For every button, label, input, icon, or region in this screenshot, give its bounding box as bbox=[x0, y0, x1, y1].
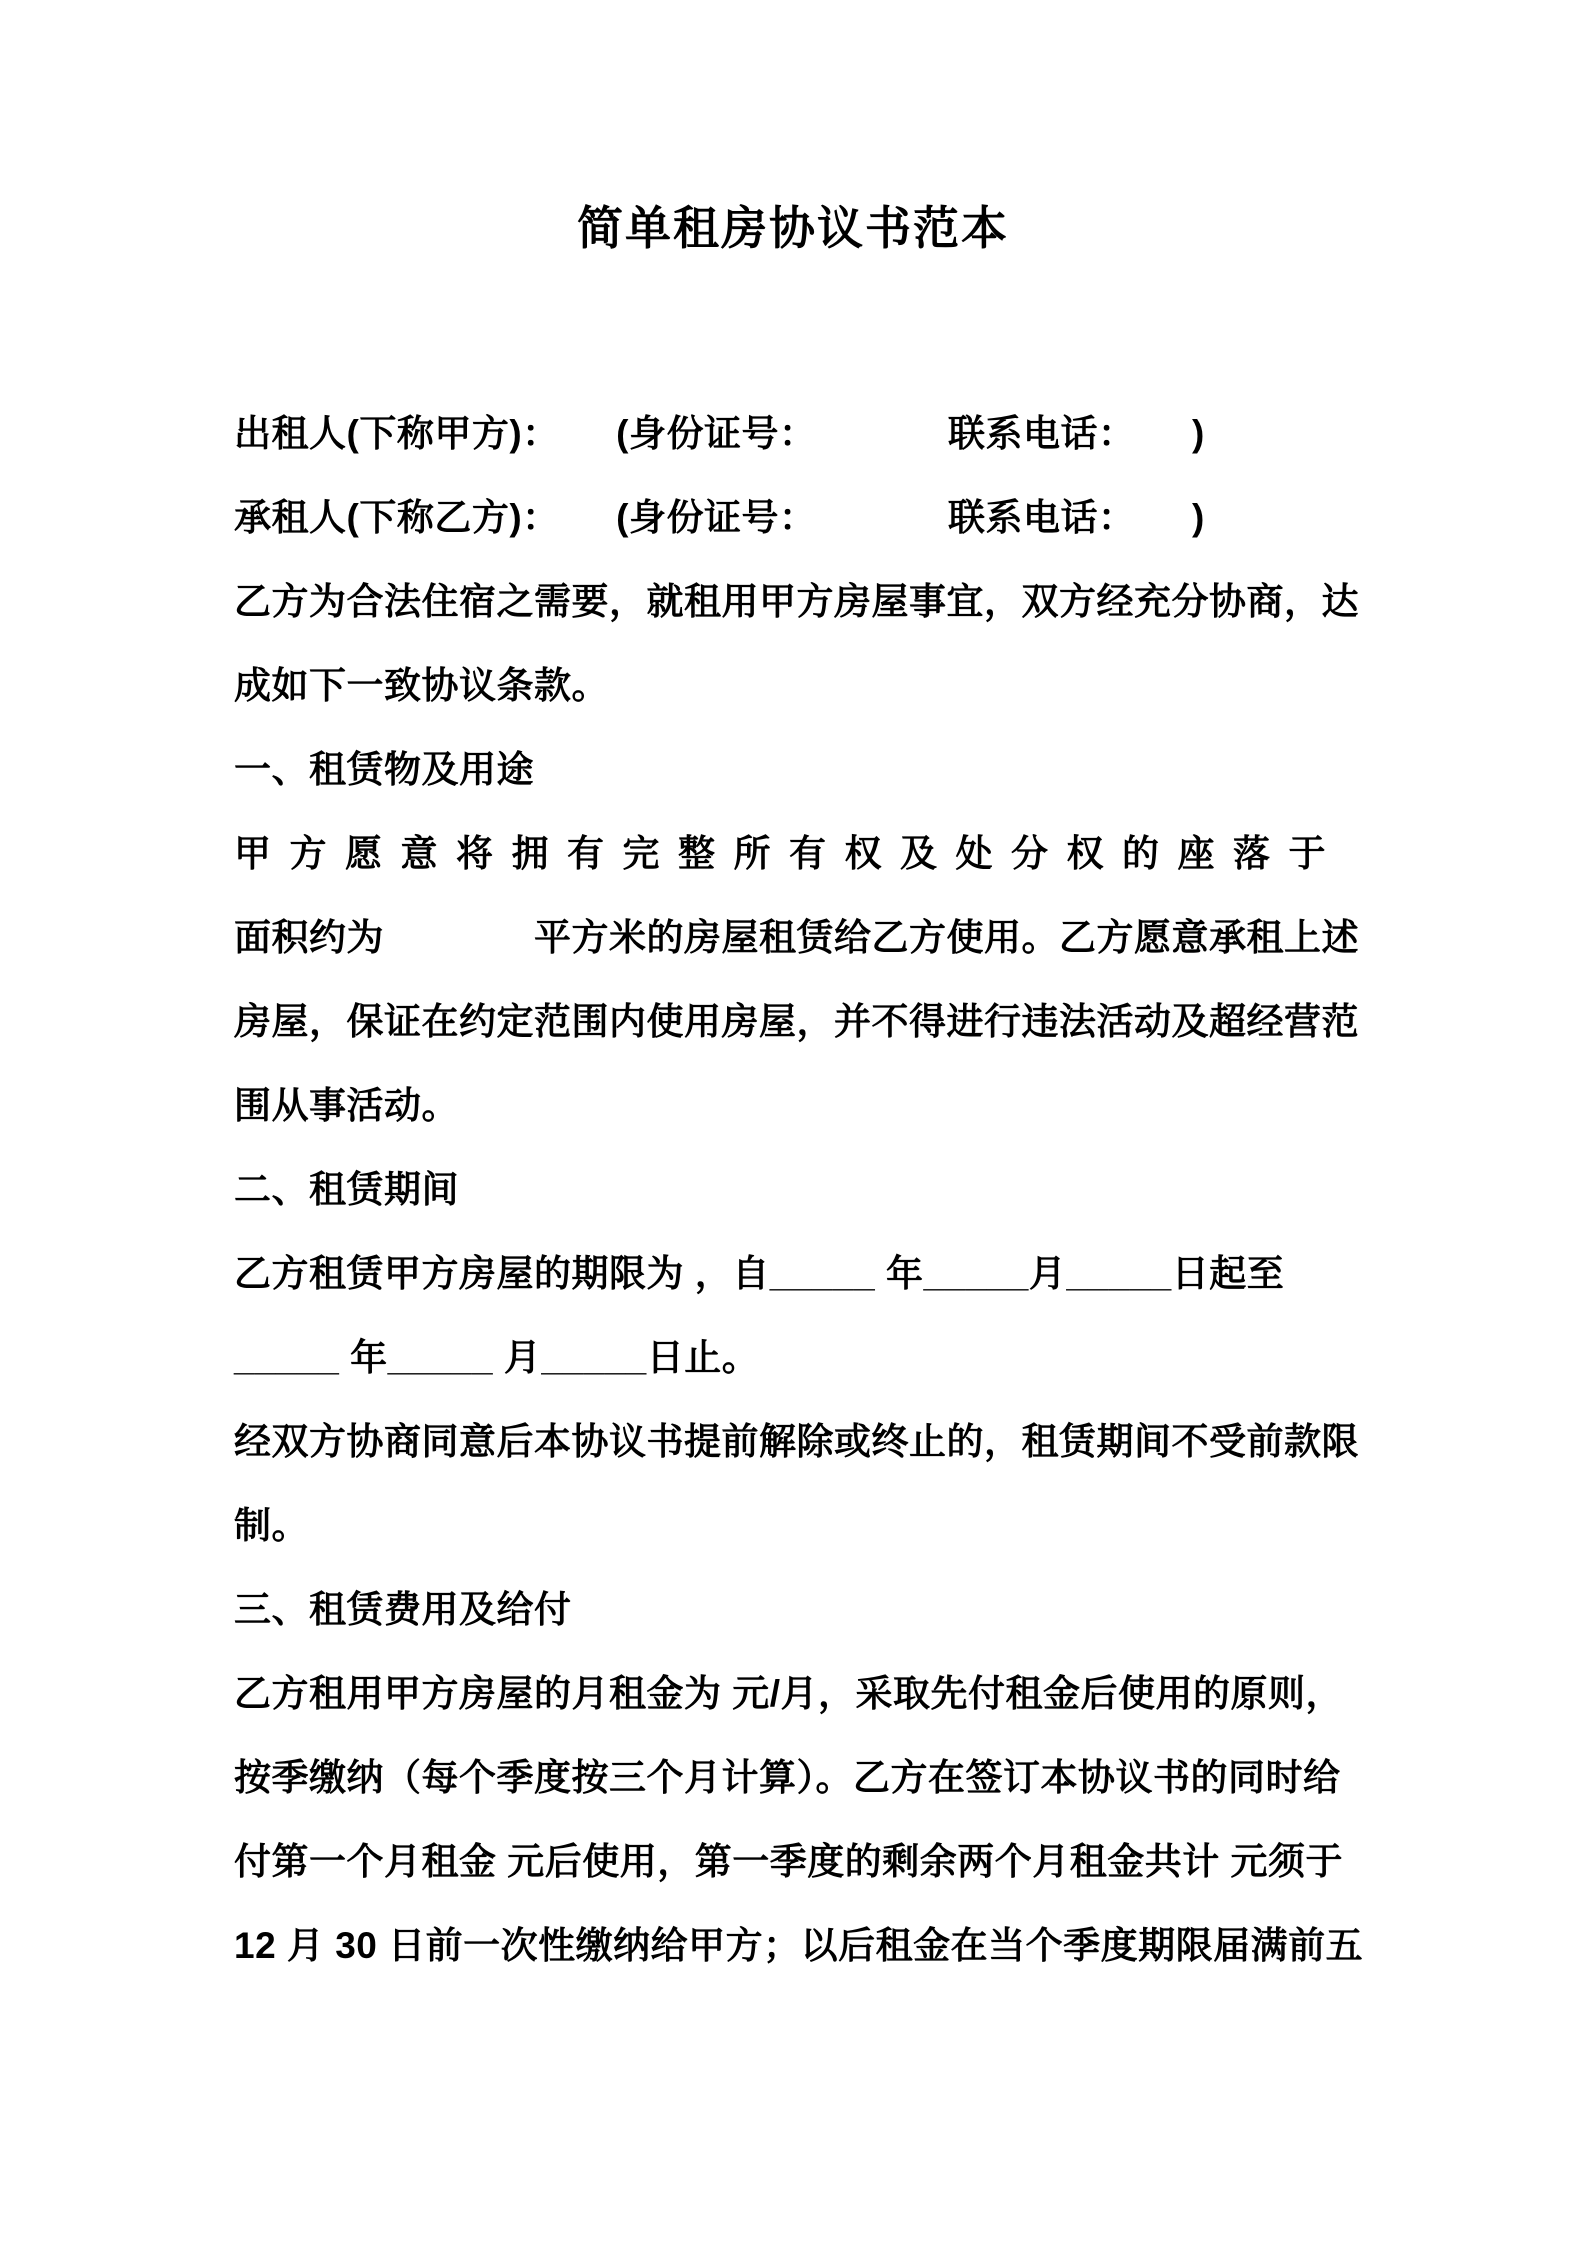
section-1-line-1: 甲方愿意将拥有完整所有权及处分权的座落于 bbox=[234, 833, 1344, 874]
document-title: 简单租房协议书范本 bbox=[577, 202, 1009, 254]
section-2-line-3: 经双方协商同意后本协议书提前解除或终止的，租赁期间不受前款限 bbox=[234, 1421, 1359, 1462]
preamble-line-2: 成如下一致协议条款。 bbox=[234, 665, 609, 706]
section-3-line-4: 12 月 30 日前一次性缴纳给甲方；以后租金在当个季度期限届满前五 bbox=[234, 1925, 1364, 1966]
section-1-line-2: 面积约为 平方米的房屋租赁给乙方使用。乙方愿意承租上述 bbox=[234, 917, 1359, 958]
section-2-line-1: 乙方租赁甲方房屋的期限为 ，自_____ 年_____月_____日起至 bbox=[234, 1253, 1285, 1294]
section-1-heading: 一、租赁物及用途 bbox=[234, 749, 534, 790]
section-1-line-3: 房屋，保证在约定范围内使用房屋，并不得进行违法活动及超经营范 bbox=[234, 1001, 1359, 1042]
party-b-lessee-line: 承租人(下称乙方)： (身份证号： 联系电话： ) bbox=[234, 497, 1205, 538]
section-3-line-1: 乙方租用甲方房屋的月租金为 元/月，采取先付租金后使用的原则， bbox=[234, 1673, 1344, 1714]
section-2-line-2: _____ 年_____ 月_____日止。 bbox=[234, 1337, 760, 1378]
section-2-heading: 二、租赁期间 bbox=[234, 1169, 459, 1210]
document-body bbox=[234, 392, 1364, 1988]
section-3-line-3: 付第一个月租金 元后使用，第一季度的剩余两个月租金共计 元须于 bbox=[234, 1841, 1344, 1882]
section-3-line-2: 按季缴纳（每个季度按三个月计算）。乙方在签订本协议书的同时给 bbox=[234, 1757, 1341, 1798]
section-2-line-4: 制。 bbox=[234, 1505, 309, 1546]
preamble-line-1: 乙方为合法住宿之需要，就租用甲方房屋事宜，双方经充分协商，达 bbox=[234, 581, 1359, 622]
section-3-heading: 三、租赁费用及给付 bbox=[234, 1589, 572, 1630]
section-1-line-4: 围从事活动。 bbox=[234, 1085, 459, 1126]
party-a-lessor-line: 出租人(下称甲方)： (身份证号： 联系电话： ) bbox=[234, 413, 1205, 454]
